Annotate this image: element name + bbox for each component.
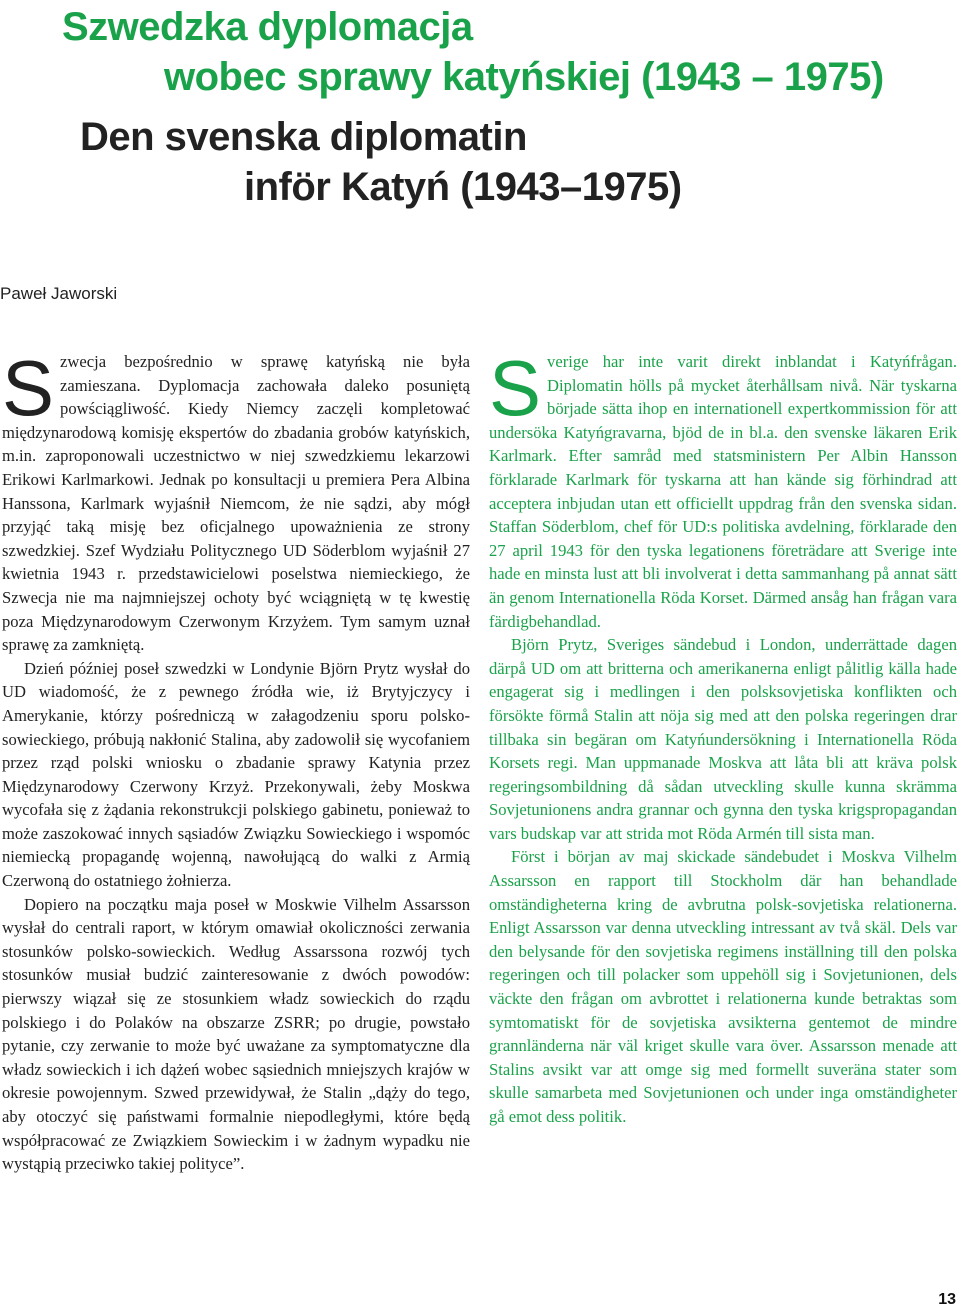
polish-column — [2, 344, 470, 1176]
drop-cap: S — [489, 344, 542, 432]
title-polish-line1: Szwedzka dyplomacja — [62, 5, 473, 49]
title-swedish-line2: inför Katyń (1943–1975) — [244, 165, 682, 209]
title-swedish — [80, 112, 940, 212]
title-polish — [62, 2, 942, 102]
title-polish-line2: wobec sprawy katyńskiej (1943 – 1975) — [164, 55, 884, 99]
polish-paragraph — [2, 344, 470, 657]
page-number: 13 — [938, 1291, 956, 1308]
swedish-column — [489, 344, 957, 1129]
swedish-paragraph: Först i början av maj skickade sändebudet i Moskva Vilhelm Assarsson en rapport till Stockholm där han behandlade omständigheterna kring de avbrutna polsk-sovjetiska relationerna. Enligt Assarsson var denna utveckling intressant av två skäl. Dels var den belysande för den sovjetiska regimens inställning till den polska regeringen och till polacker som uppehöll sig i Sovjetunionen, dels väckte den frågan om avbrottet i relationerna kunde betraktas som symtomatiskt för de sovjetiska avsikterna gentemot de mindre grannländerna när väl kriget skulle vara över. Assarsson menade att Stalins avsikt var att omge sig med formellt suveräna stater som skulle samarbeta med Sovjetunionen och under inga omständigheter gå emot dess politik. — [489, 847, 957, 1126]
drop-cap: S — [2, 344, 55, 432]
polish-paragraph: Dopiero na początku maja poseł w Moskwie Vilhelm Assarsson wysłał do centrali raport, w którym omawiał okoliczności zerwania stosunków polsko-sowieckich. Według Assarssona rozwój tych stosunków musiał budzić zainteresowanie z dwóch powodów: pierwszy wiązał się ze stosunkiem władz sowieckich do rządu polskiego i do Polaków na obszarze ZSRR; po drugie, powstało pytanie, czy zerwanie to może być uważane za symptomatyczne dla władz sowieckich i ich dążeń wobec sąsiednich mniejszych krajów w okresie powojennym. Szwed przewidywał, że Stalin „dąży do tego, aby otoczyć się państwami formalnie niepodległymi, które będą współpracować ze Związkiem Sowieckim i w żadnym wypadku nie wystąpią przeciwko takiej polityce”. — [2, 894, 470, 1174]
polish-paragraph: Dzień później poseł szwedzki w Londynie Björn Prytz wysłał do UD wiadomość, że z pewnego źródła wie, iż Brytyjczycy i Amerykanie, którzy pośredniczą w załagodzeniu sporu polsko-sowieckiego, próbują nakłonić Stalina, aby zadowolił się wycofaniem przez rząd polski wniosku o zbadanie sprawy Katynia przez Międzynarodowy Czerwony Krzyż. Przekonywali, żeby Moskwa wycofała się z żądania rekonstrukcji polskiego gabinetu, ponieważ to może zaszokować innych sąsiadów Związku Sowieckiego i wspomóc niemiecką propagandę wojenną, nawołującą do walki z Armią Czerwoną do ostatniego żołnierza. — [2, 658, 470, 891]
swedish-paragraph — [489, 344, 957, 633]
title-swedish-line1: Den svenska diplomatin — [80, 115, 527, 159]
swedish-paragraph-text: verige har inte varit direkt inblandat i Katyńfrågan. Diplomatin hölls på mycket återhållsam nivå. När tyskarna började sätta ihop en internationell expertkommission för att undersöka Katyńgravarna, bjöd de in bl.a. den svenske läkaren Erik Karlmark. Efter samråd med statsministern Per Albin Hansson förklarade Karlmark för tyskarna att han kände sig förhindrad att acceptera inbjudan utan ett officiellt uppdrag från den svenska sidan. Staffan Söderblom, chef för UD:s politiska avdelning, förklarade den 27 april 1943 för den tyska legationens företrädare att Sverige inte hade en minsta lust att bli involverat i detta sammanhang på annat sätt än genom Internationella Röda Korset. Därmed ansåg han frågan vara färdigbehandlad. — [489, 352, 957, 631]
author-name: Paweł Jaworski — [0, 284, 118, 303]
polish-paragraph-text: zwecja bezpośrednio w sprawę katyńską nie była zamieszana. Dyplomacja zachowała daleko posuniętą powściągliwość. Kiedy Niemcy zaczęli kompletować międzynarodową komisję ekspertów do zbadania grobów katyńskich, m.in. zaproponowali uczestnictwo w niej szwedzkiemu lekarzowi Erikowi Karlmarkowi. Jednak po konsultacji u premiera Pera Albina Hanssona, Karlmark wyjaśnił Niemcom, że nie sądzi, aby mógł przyjąć taką misję bez oficjalnego upoważnienia ze strony szwedzkiej. Szef Wydziału Politycznego UD Söderblom wyjaśnił 27 kwietnia 1943 r. przedstawicielowi poselstwa niemieckiego, że Szwecja nie ma najmniejszej ochoty być wciągniętą w tę kwestię poza Międzynarodowym Czerwonym Krzyżem. Tym samym uznał sprawę za zamkniętą. — [2, 352, 470, 655]
swedish-paragraph: Björn Prytz, Sveriges sändebud i London, underrättade dagen därpå UD om att britterna och amerikanerna enligt pålitlig källa hade engagerat sig i medlingen i den polsksovjetiska konflikten och försökte förmå Stalin att nöja sig med att den polska regeringen drar tillbaka sin begäran om Katyńundersökning i Internationella Röda Korsets regi. Man uppmanade Moskva att låta bli att kräva polsk regeringsombildning då sådan utveckling skulle kunna skrämma Sovjetunionens andra grannar och gynna den tyska krigspropagandan vars budskap var att strida mot Röda Armén till sista man. — [489, 635, 957, 843]
